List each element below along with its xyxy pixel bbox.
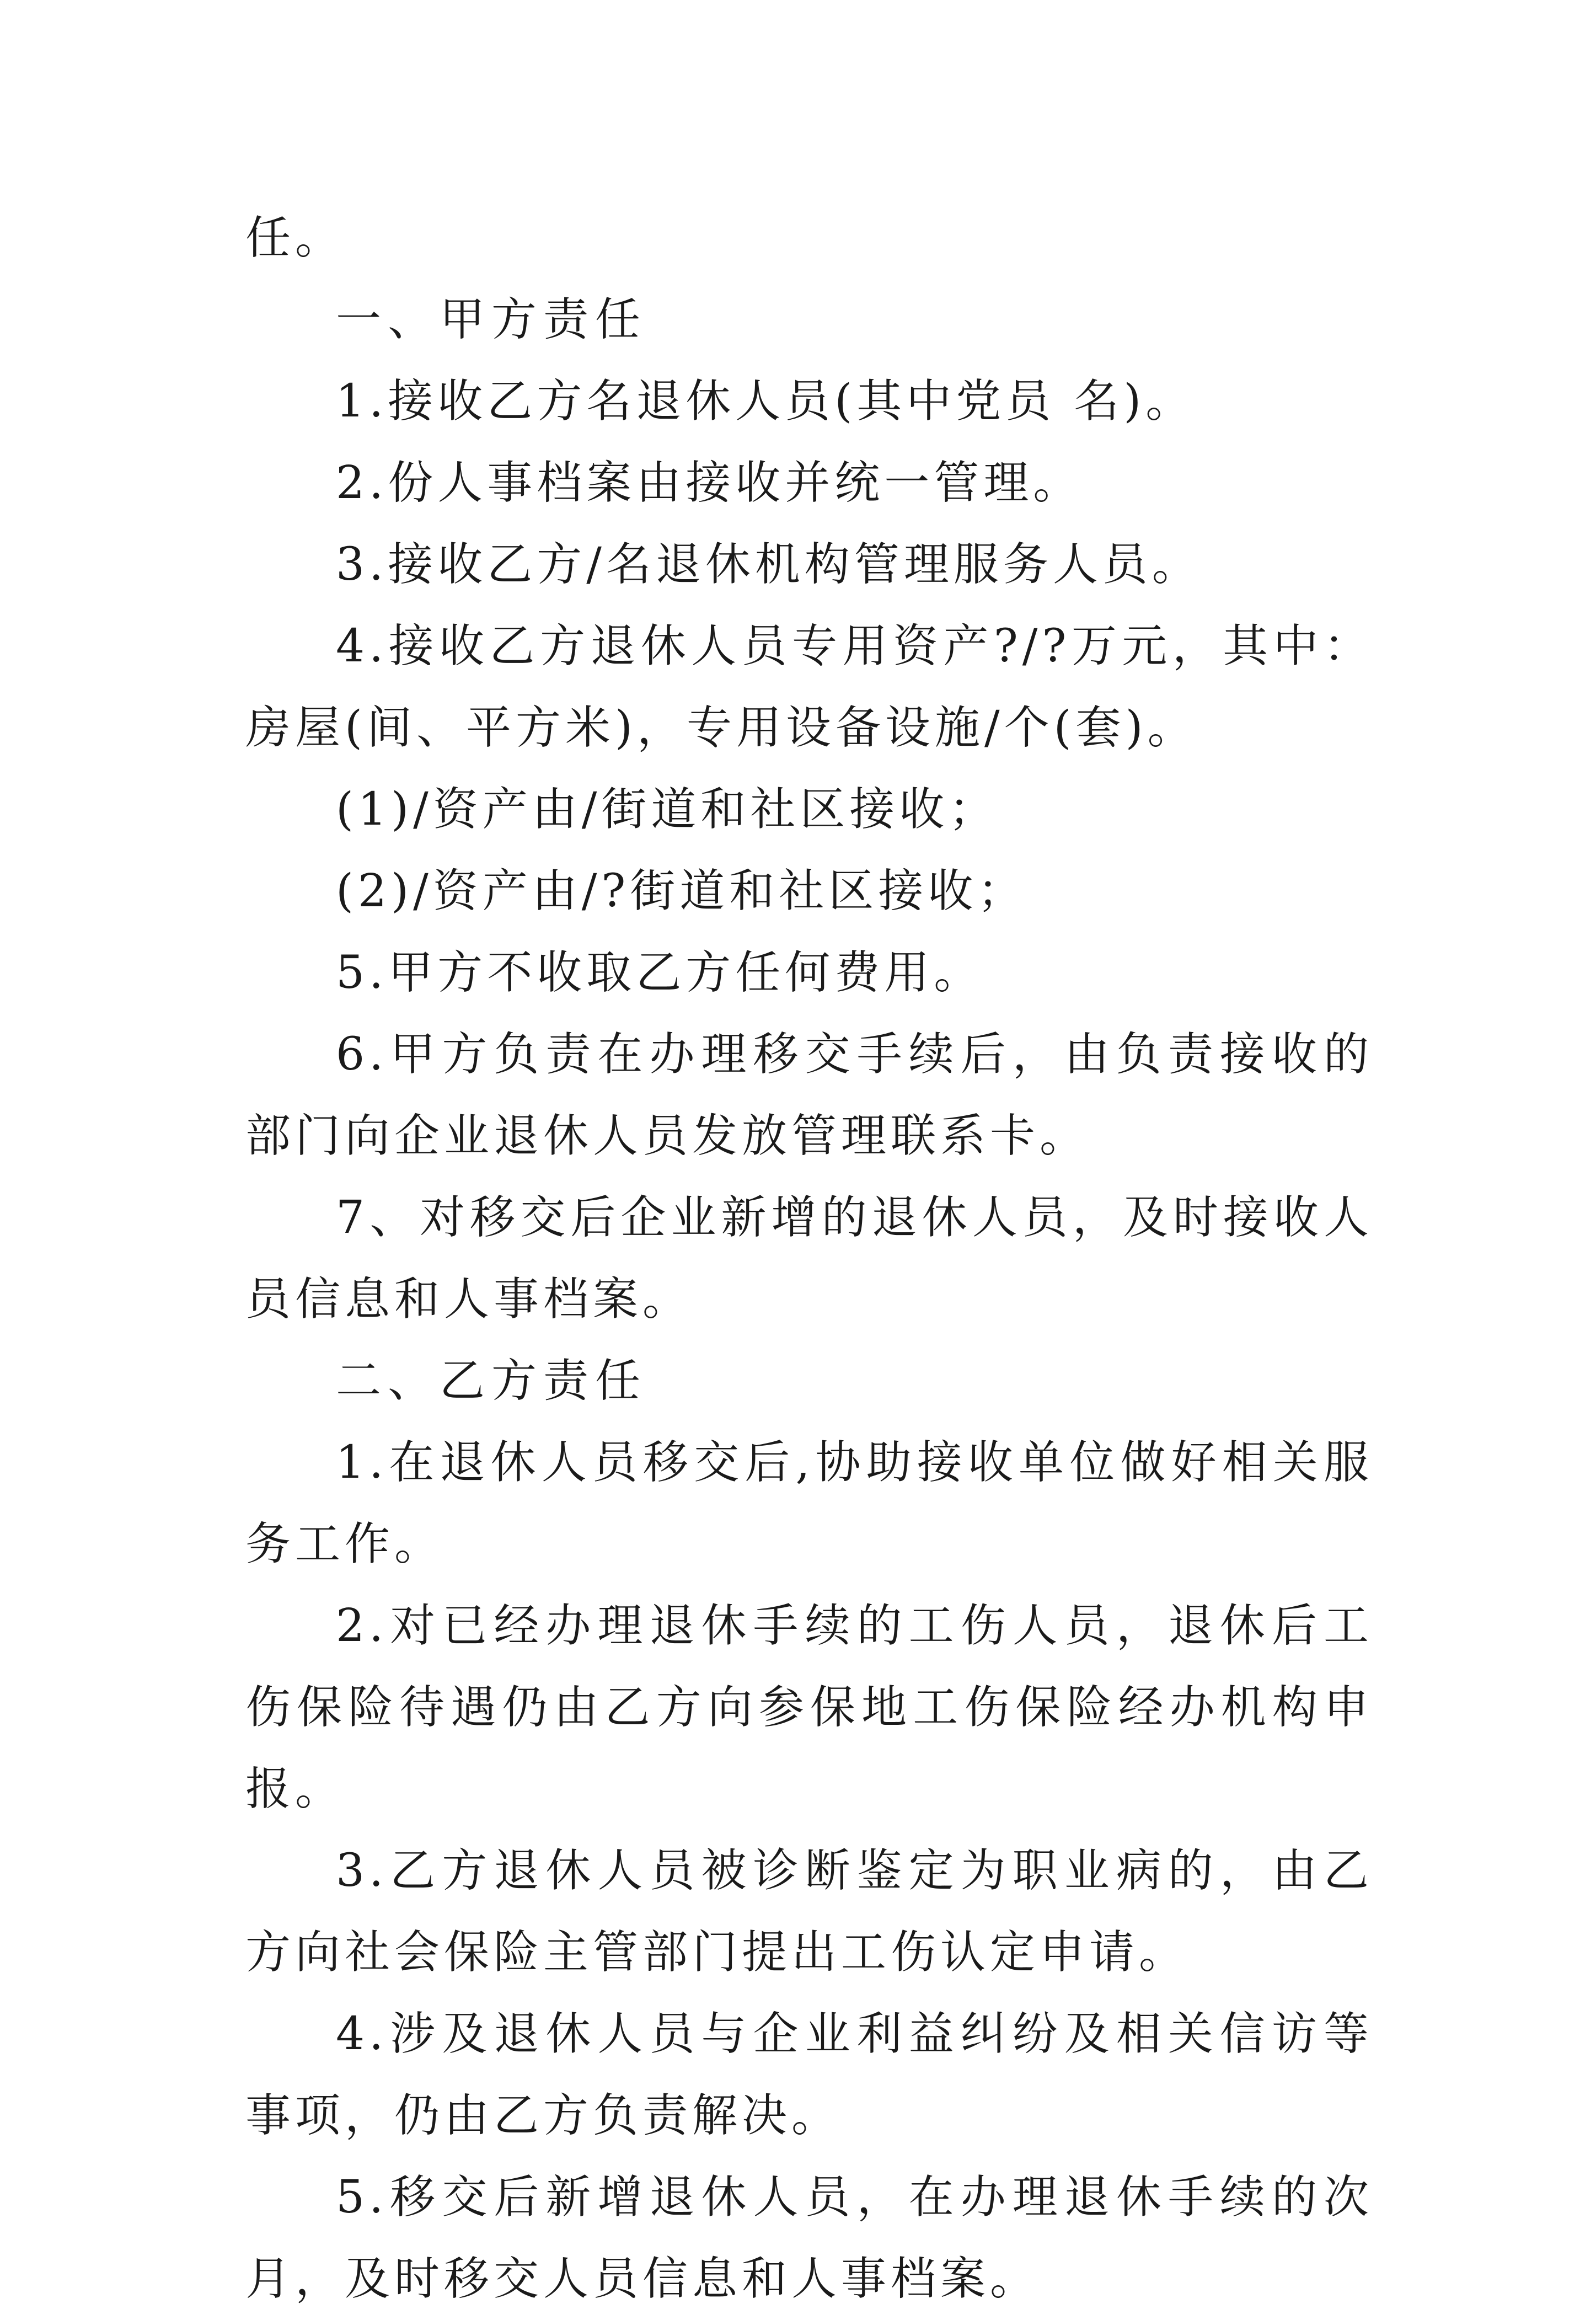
paragraph-a3: 3.接收乙方/名退休机构管理服务人员。 (336, 538, 1202, 591)
paragraph-a1: 1.接收乙方名退休人员(其中党员 名)。 (336, 375, 1196, 427)
section-heading-party-a: 一、甲方责任 (336, 293, 647, 346)
paragraph-a2: 2.份人事档案由接收并统一管理。 (336, 457, 1083, 509)
paragraph-a4-sub2: (2)/资产由/?街道和社区接收； (336, 865, 1027, 917)
paragraph-a4: 4.接收乙方退休人员专用资产?/?万元，其中：房屋(间、平方米)，专用设备设施/个(套)。 (245, 620, 1373, 754)
paragraph-b3: 3.乙方退休人员被诊断鉴定为职业病的，由乙方向社会保险主管部门提出工伤认定申请。 (245, 1845, 1373, 1979)
document-body (245, 197, 1373, 2320)
section-heading-party-b: 二、乙方责任 (336, 1355, 647, 1407)
paragraph-b4: 4.涉及退休人员与企业利益纠纷及相关信访等事项，仍由乙方负责解决。 (245, 2008, 1373, 2142)
paragraph-a6: 6.甲方负责在办理移交手续后，由负责接收的部门向企业退休人员发放管理联系卡。 (245, 1028, 1373, 1162)
paragraph-a7: 7、对移交后企业新增的退休人员，及时接收人员信息和人事档案。 (245, 1191, 1373, 1325)
paragraph-b2: 2.对已经办理退休手续的工伤人员，退休后工伤保险待遇仍由乙方向参保地工伤保险经办机构申报。 (245, 1600, 1373, 1815)
paragraph-a5: 5.甲方不收取乙方任何费用。 (336, 947, 984, 999)
paragraph-b5: 5.移交后新增退休人员，在办理退休手续的次月，及时移交人员信息和人事档案。 (245, 2171, 1373, 2305)
paragraph-a4-sub1: (1)/资产由/街道和社区接收； (336, 783, 999, 836)
paragraph-b1: 1.在退休人员移交后,协助接收单位做好相关服务工作。 (245, 1436, 1373, 1570)
paragraph-continuation: 任。 (245, 212, 345, 264)
